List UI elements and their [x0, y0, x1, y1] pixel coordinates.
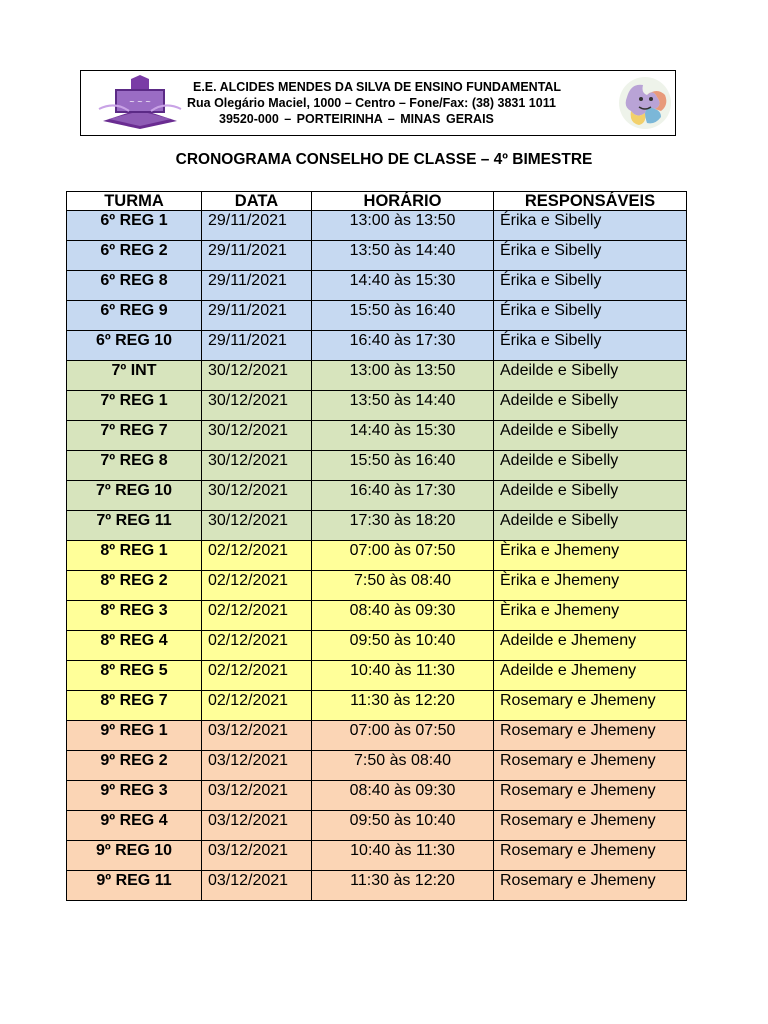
- table-row: [67, 391, 687, 421]
- horario-cell: 11:30 às 12:20: [312, 871, 494, 901]
- turma-cell: 8º REG 1: [67, 541, 202, 571]
- turma-cell: 7º REG 11: [67, 511, 202, 541]
- responsaveis-cell: Rosemary e Jhemeny: [494, 721, 687, 751]
- table-row: [67, 661, 687, 691]
- responsaveis-cell: Rosemary e Jhemeny: [494, 781, 687, 811]
- school-logo-icon: [95, 75, 185, 131]
- turma-cell: 6º REG 8: [67, 271, 202, 301]
- table-row: [67, 631, 687, 661]
- responsaveis-cell: Érika e Sibelly: [494, 301, 687, 331]
- data-cell: 30/12/2021: [202, 451, 312, 481]
- turma-cell: 9º REG 2: [67, 751, 202, 781]
- page-title: CRONOGRAMA CONSELHO DE CLASSE – 4º BIMESTRE: [175, 151, 593, 168]
- table-row: [67, 361, 687, 391]
- horario-cell: 13:50 às 14:40: [312, 391, 494, 421]
- responsaveis-cell: Érika e Sibelly: [494, 211, 687, 241]
- column-header-data: DATA: [202, 192, 312, 211]
- responsaveis-cell: Rosemary e Jhemeny: [494, 811, 687, 841]
- horario-cell: 15:50 às 16:40: [312, 301, 494, 331]
- horario-cell: 16:40 às 17:30: [312, 331, 494, 361]
- responsaveis-cell: Èrika e Jhemeny: [494, 571, 687, 601]
- horario-cell: 14:40 às 15:30: [312, 421, 494, 451]
- data-cell: 29/11/2021: [202, 271, 312, 301]
- horario-cell: 07:00 às 07:50: [312, 721, 494, 751]
- table-row: [67, 241, 687, 271]
- horario-cell: 09:50 às 10:40: [312, 811, 494, 841]
- puzzle-face-icon: [617, 75, 673, 131]
- turma-cell: 8º REG 3: [67, 601, 202, 631]
- responsaveis-cell: Adeilde e Sibelly: [494, 481, 687, 511]
- data-cell: 02/12/2021: [202, 571, 312, 601]
- responsaveis-cell: Adeilde e Sibelly: [494, 391, 687, 421]
- data-cell: 03/12/2021: [202, 841, 312, 871]
- data-cell: 02/12/2021: [202, 631, 312, 661]
- schedule-table: [66, 191, 687, 901]
- data-cell: 29/11/2021: [202, 241, 312, 271]
- turma-cell: 7º REG 1: [67, 391, 202, 421]
- data-cell: 29/11/2021: [202, 211, 312, 241]
- turma-cell: 6º REG 1: [67, 211, 202, 241]
- responsaveis-cell: Adeilde e Sibelly: [494, 421, 687, 451]
- responsaveis-cell: Èrika e Jhemeny: [494, 601, 687, 631]
- turma-cell: 9º REG 3: [67, 781, 202, 811]
- data-cell: 03/12/2021: [202, 721, 312, 751]
- data-cell: 30/12/2021: [202, 481, 312, 511]
- table-row: [67, 331, 687, 361]
- table-row: [67, 811, 687, 841]
- data-cell: 03/12/2021: [202, 871, 312, 901]
- data-cell: 02/12/2021: [202, 691, 312, 721]
- school-header: [80, 70, 676, 136]
- data-cell: 30/12/2021: [202, 421, 312, 451]
- horario-cell: 07:00 às 07:50: [312, 541, 494, 571]
- horario-cell: 15:50 às 16:40: [312, 451, 494, 481]
- table-row: [67, 541, 687, 571]
- horario-cell: 7:50 às 08:40: [312, 571, 494, 601]
- horario-cell: 09:50 às 10:40: [312, 631, 494, 661]
- turma-cell: 6º REG 10: [67, 331, 202, 361]
- turma-cell: 9º REG 1: [67, 721, 202, 751]
- horario-cell: 08:40 às 09:30: [312, 601, 494, 631]
- turma-cell: 7º REG 10: [67, 481, 202, 511]
- horario-cell: 08:40 às 09:30: [312, 781, 494, 811]
- column-header-horario: HORÁRIO: [312, 192, 494, 211]
- table-row: [67, 691, 687, 721]
- turma-cell: 7º REG 7: [67, 421, 202, 451]
- school-name: E.E. ALCIDES MENDES DA SILVA DE ENSINO FUNDAMENTAL: [193, 80, 562, 94]
- turma-cell: 7º REG 8: [67, 451, 202, 481]
- horario-cell: 11:30 às 12:20: [312, 691, 494, 721]
- data-cell: 30/12/2021: [202, 361, 312, 391]
- table-row: [67, 721, 687, 751]
- data-cell: 03/12/2021: [202, 811, 312, 841]
- table-row: [67, 781, 687, 811]
- data-cell: 29/11/2021: [202, 301, 312, 331]
- horario-cell: 10:40 às 11:30: [312, 841, 494, 871]
- responsaveis-cell: Adeilde e Sibelly: [494, 361, 687, 391]
- table-row: [67, 301, 687, 331]
- table-row: [67, 481, 687, 511]
- school-address: Rua Olegário Maciel, 1000 – Centro – Fone/Fax: (38) 3831 1011: [187, 96, 556, 110]
- table-row: [67, 841, 687, 871]
- horario-cell: 13:50 às 14:40: [312, 241, 494, 271]
- responsaveis-cell: Rosemary e Jhemeny: [494, 871, 687, 901]
- table-row: [67, 571, 687, 601]
- column-header-responsaveis: RESPONSÁVEIS: [494, 192, 687, 211]
- data-cell: 30/12/2021: [202, 391, 312, 421]
- data-cell: 29/11/2021: [202, 331, 312, 361]
- table-row: [67, 271, 687, 301]
- horario-cell: 13:00 às 13:50: [312, 361, 494, 391]
- table-row: [67, 211, 687, 241]
- responsaveis-cell: Adeilde e Sibelly: [494, 511, 687, 541]
- schedule-body: [67, 211, 687, 901]
- responsaveis-cell: Érika e Sibelly: [494, 271, 687, 301]
- table-row: [67, 751, 687, 781]
- responsaveis-cell: Èrika e Jhemeny: [494, 541, 687, 571]
- turma-cell: 7º INT: [67, 361, 202, 391]
- horario-cell: 17:30 às 18:20: [312, 511, 494, 541]
- responsaveis-cell: Rosemary e Jhemeny: [494, 841, 687, 871]
- responsaveis-cell: Érika e Sibelly: [494, 331, 687, 361]
- table-row: [67, 511, 687, 541]
- turma-cell: 9º REG 4: [67, 811, 202, 841]
- turma-cell: 9º REG 11: [67, 871, 202, 901]
- data-cell: 03/12/2021: [202, 751, 312, 781]
- turma-cell: 8º REG 4: [67, 631, 202, 661]
- data-cell: 02/12/2021: [202, 661, 312, 691]
- table-header-row: [67, 192, 687, 211]
- turma-cell: 8º REG 2: [67, 571, 202, 601]
- responsaveis-cell: Adeilde e Sibelly: [494, 451, 687, 481]
- horario-cell: 14:40 às 15:30: [312, 271, 494, 301]
- turma-cell: 6º REG 9: [67, 301, 202, 331]
- svg-text:~ ~ ~: ~ ~ ~: [128, 98, 152, 106]
- responsaveis-cell: Rosemary e Jhemeny: [494, 691, 687, 721]
- data-cell: 02/12/2021: [202, 541, 312, 571]
- horario-cell: 13:00 às 13:50: [312, 211, 494, 241]
- turma-cell: 9º REG 10: [67, 841, 202, 871]
- responsaveis-cell: Rosemary e Jhemeny: [494, 751, 687, 781]
- table-row: [67, 871, 687, 901]
- responsaveis-cell: Érika e Sibelly: [494, 241, 687, 271]
- table-row: [67, 601, 687, 631]
- turma-cell: 6º REG 2: [67, 241, 202, 271]
- data-cell: 02/12/2021: [202, 601, 312, 631]
- table-row: [67, 451, 687, 481]
- table-row: [67, 421, 687, 451]
- responsaveis-cell: Adeilde e Jhemeny: [494, 661, 687, 691]
- column-header-turma: TURMA: [67, 192, 202, 211]
- horario-cell: 10:40 às 11:30: [312, 661, 494, 691]
- responsaveis-cell: Adeilde e Jhemeny: [494, 631, 687, 661]
- turma-cell: 8º REG 7: [67, 691, 202, 721]
- turma-cell: 8º REG 5: [67, 661, 202, 691]
- horario-cell: 16:40 às 17:30: [312, 481, 494, 511]
- school-city: 39520-000 – PORTEIRINHA – MINAS GERAIS: [219, 112, 494, 126]
- data-cell: 30/12/2021: [202, 511, 312, 541]
- data-cell: 03/12/2021: [202, 781, 312, 811]
- horario-cell: 7:50 às 08:40: [312, 751, 494, 781]
